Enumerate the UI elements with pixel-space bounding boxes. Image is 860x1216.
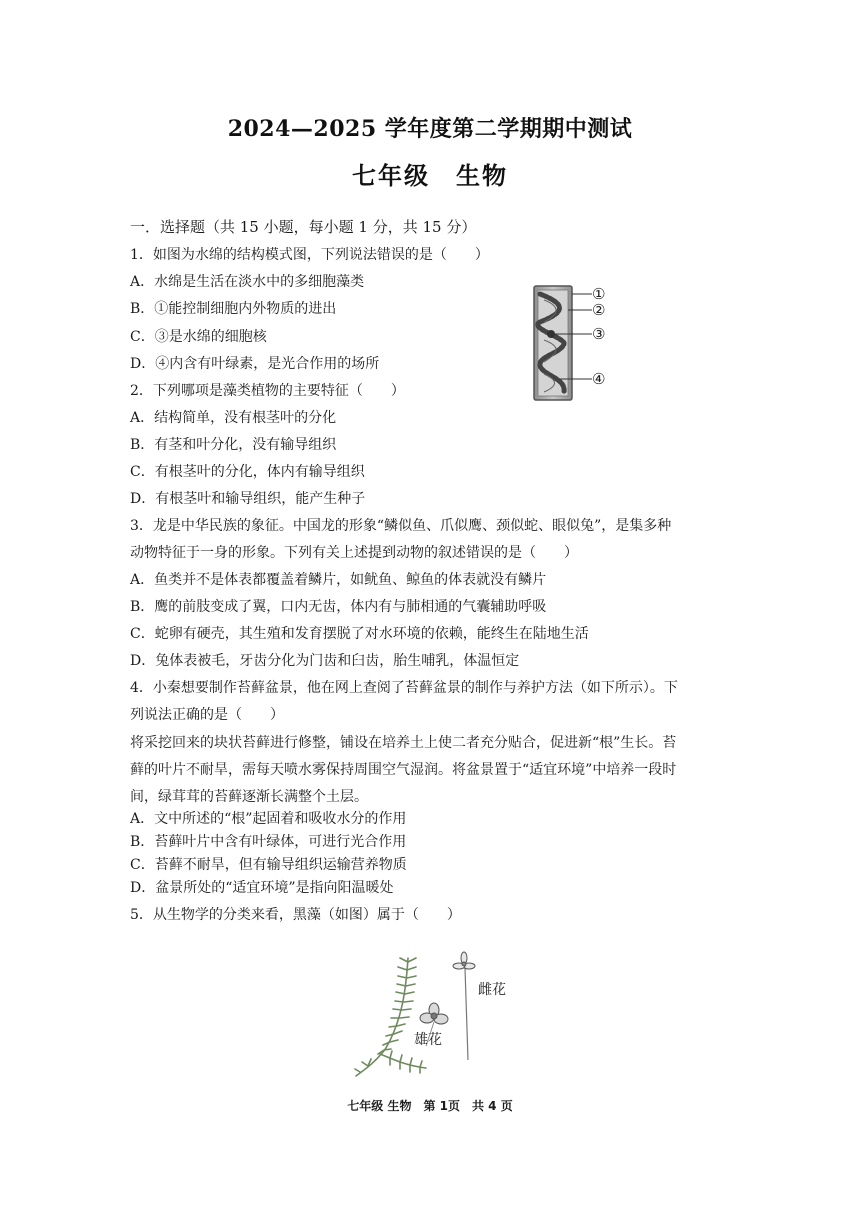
q2-stem: 2．下列哪项是藻类植物的主要特征（ ） (130, 383, 405, 399)
exam-title: 2024—2025 学年度第二学期期中测试 (227, 116, 633, 142)
q4-passage-line-1: 将采挖回来的块状苔藓进行修整，铺设在培养土上使二者充分贴合，促进新“根”生长。苔 (130, 735, 677, 751)
q4-option-a: A．文中所述的“根”起固着和吸收水分的作用 (130, 811, 407, 827)
q2-option-a: A．结构简单，没有根茎叶的分化 (130, 410, 337, 426)
figure-label-4: ④ (592, 370, 606, 388)
q2-option-d: D．有根茎叶和输导组织，能产生种子 (130, 491, 366, 507)
female-flower-label: 雌花 (478, 982, 506, 998)
q1-option-a: A．水绵是生活在淡水中的多细胞藻类 (130, 274, 365, 290)
q3-option-a: A．鱼类并不是体表都覆盖着鳞片，如鱿鱼、鲸鱼的体表就没有鳞片 (130, 572, 547, 588)
q4-passage-line-3: 间，绿茸茸的苔藓逐渐长满整个土层。 (130, 789, 368, 805)
q2-option-b: B．有茎和叶分化，没有输导组织 (130, 437, 337, 453)
q1-stem: 1．如图为水绵的结构模式图，下列说法错误的是（ ） (130, 247, 489, 263)
q4-passage-line-2: 藓的叶片不耐旱，需每天喷水雾保持周围空气湿润。将盆景置于“适宜环境”中培养一段时 (130, 762, 677, 778)
q3-stem-line-1: 3．龙是中华民族的象征。中国龙的形象“鳞似鱼、爪似鹰、颈似蛇、眼似兔”，是集多种 (130, 518, 672, 534)
q4-stem-line-2: 列说法正确的是（ ） (130, 707, 284, 723)
q1-option-c: C．③是水绵的细胞核 (130, 329, 267, 345)
q4-stem-line-1: 4．小秦想要制作苔藓盆景，他在网上查阅了苔藓盆景的制作与养护方法（如下所示）。下 (130, 680, 678, 696)
q2-option-c: C．有根茎叶的分化，体内有输导组织 (130, 464, 365, 480)
male-flower-label: 雄花 (414, 1032, 442, 1048)
q3-stem-line-2: 动物特征于一身的形象。下列有关上述提到动物的叙述错误的是（ ） (130, 545, 578, 561)
q4-option-b: B．苔藓叶片中含有叶绿体，可进行光合作用 (130, 834, 407, 850)
q5-stem: 5．从生物学的分类来看，黑藻（如图）属于（ ） (130, 907, 461, 923)
figure-label-3: ③ (592, 325, 606, 343)
exam-subtitle: 七年级 生物 (352, 161, 508, 190)
page-footer: 七年级 生物 第 1页 共 4 页 (347, 1099, 513, 1113)
spirogyra-figure (530, 282, 620, 404)
q3-option-c: C．蛇卵有硬壳，其生殖和发育摆脱了对水环境的依赖，能终生在陆地生活 (130, 626, 589, 642)
q3-option-d: D．兔体表被毛，牙齿分化为门齿和臼齿，胎生哺乳，体温恒定 (130, 653, 520, 669)
q4-option-d: D．盆景所处的“适宜环境”是指向阳温暖处 (130, 880, 394, 896)
hydrilla-figure (350, 950, 520, 1080)
figure-label-2: ② (592, 301, 606, 319)
section-heading: 一．选择题（共 15 小题，每小题 1 分，共 15 分） (130, 218, 477, 236)
q3-option-b: B．鹰的前肢变成了翼，口内无齿，体内有与肺相通的气囊辅助呼吸 (130, 599, 547, 615)
q4-option-c: C．苔藓不耐旱，但有输导组织运输营养物质 (130, 857, 407, 873)
q1-option-b: B．①能控制细胞内外物质的进出 (130, 301, 337, 317)
figure-label-1: ① (592, 285, 606, 303)
q1-option-d: D．④内含有叶绿素，是光合作用的场所 (130, 356, 380, 372)
